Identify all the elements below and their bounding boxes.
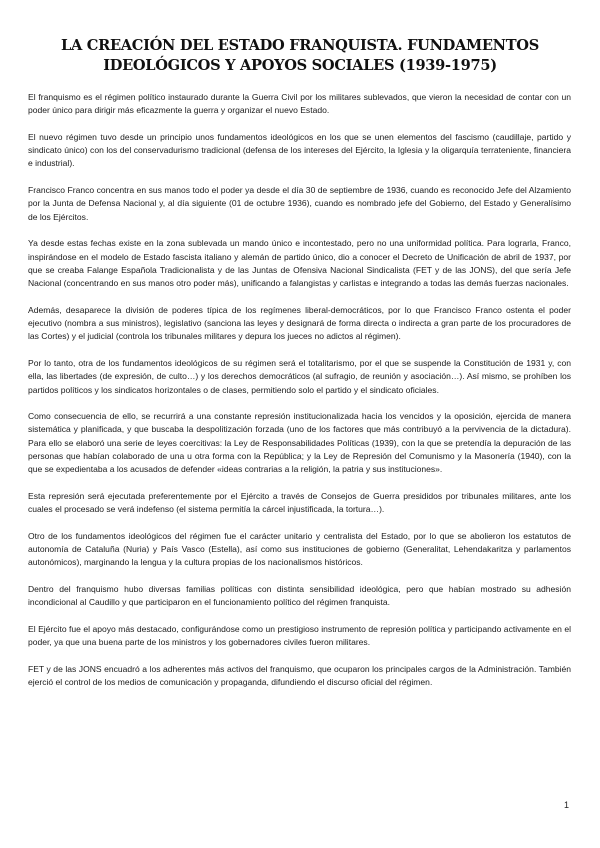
paragraph: Esta represión será ejecutada preferentemente por el Ejército a través de Consejos de Guerra presididos por tribunales militares, ante los cuales el procesado se verá indefenso (el sistema permitía la cárcel injustificada, la tortura…). — [28, 490, 571, 515]
paragraph: El Ejército fue el apoyo más destacado, configurándose como un prestigioso instrumento de represión política y participando activamente en el poder, ya que una buena parte de los ministros y los gobernadores civiles fueron militares. — [28, 623, 571, 648]
paragraph: FET y de las JONS encuadró a los adherentes más activos del franquismo, que ocuparon los principales cargos de la Administración. También ejerció el control de los medios de comunicación y propaganda, difundiendo el discurso oficial del régimen. — [28, 663, 571, 688]
document-body — [28, 91, 571, 703]
paragraph: Ya desde estas fechas existe en la zona sublevada un mando único e incontestado, pero no una uniformidad política. Para lograrla, Franco, inspirándose en el modelo de Estado fascista italiano y alemán de partido único, dio a conocer el Decreto de Unificación de abril de 1937, por que se creaba Falange Española Tradicionalista y de las Juntas de Ofensiva Nacional Sindicalista (FET y de las JONS), del que sería Jefe Nacional (concentrando en sus manos otro poder más), unificando a falangistas y carlistas e integrando a todas las demás fuerzas nacionales. — [28, 238, 571, 289]
paragraph: Por lo tanto, otra de los fundamentos ideológicos de su régimen será el totalitarismo, por el que se suspende la Constitución de 1931 y, con ella, las libertades (de expresión, de culto…) y los derechos democráticos (al sufragio, de reunión y asociación…). Así mismo, se prohíben los partidos políticos y los sindicatos horizontales o de clases, permitiendo solo el partido y el sindicato oficiales. — [28, 357, 571, 395]
paragraph: Como consecuencia de ello, se recurrirá a una constante represión institucionalizada hacia los vencidos y la oposición, ejercida de manera sistemática y planificada, y que buscaba la despolitización forzada (uno de los factores que más contribuyó a la pervivencia de la dictadura). Para ello se elaboró una serie de leyes coercitivas: la Ley de Responsabilidades Políticas (1939), con la que se pretendía la depuración de las personas que habían colaborado de una u otra forma con la República; y la Ley de Represión del Comunismo y la Masonería (1940), con la que se expedientaba a los acusados de defender «ideas contrarias a la religión, la patria y sus instituciones». — [28, 411, 571, 475]
paragraph: Otro de los fundamentos ideológicos del régimen fue el carácter unitario y centralista del Estado, por lo que se abolieron los estatutos de autonomía de Cataluña (Nuria) y País Vasco (Estella), así como sus instituciones de gobierno (Generalitat, Lehendakaritza y parlamentos autonómicos), marginando la lengua y la cultura propias de los nacionalismos históricos. — [28, 530, 571, 568]
paragraph: Francisco Franco concentra en sus manos todo el poder ya desde el día 30 de septiembre de 1936, cuando es reconocido Jefe del Alzamiento por la Junta de Defensa Nacional y, al día siguiente (01 de octubre 1936), cuando es nombrado jefe del Gobierno, del Estado y Generalísimo de los Ejércitos. — [28, 185, 571, 222]
paragraph: Además, desaparece la división de poderes típica de los regímenes liberal-democráticos, por lo que Francisco Franco ostenta el poder ejecutivo (nombra a sus ministros), legislativo (sanciona las leyes y designará de forma directa o indirecta a gran parte de los procuradores de las Cortes) y el judicial (controla los tribunales militares y depura los jueces no adictos al régimen). — [28, 304, 571, 342]
title-line-2: IDEOLÓGICOS Y APOYOS SOCIALES (1939-1975) — [103, 57, 497, 74]
paragraph: Dentro del franquismo hubo diversas familias políticas con distinta sensibilidad ideológica, pero que habían mostrado su adhesión incondicional al Caudillo y que participaron en el funcionamiento político del régimen franquista. — [28, 583, 571, 608]
document-title — [40, 36, 560, 76]
page-number: 1 — [563, 800, 569, 810]
paragraph: El franquismo es el régimen político instaurado durante la Guerra Civil por los militares sublevados, que vieron la necesidad de contar con un poder único para dirigir más eficazmente la guerra y organizar el nuevo Estado. — [28, 92, 571, 116]
title-line-1: LA CREACIÓN DEL ESTADO FRANQUISTA. FUNDAMENTOS — [61, 37, 539, 54]
paragraph: El nuevo régimen tuvo desde un principio unos fundamentos ideológicos en los que se unen elementos del fascismo (caudillaje, partido y sindicato único) con los del conservadurismo tradicional (defensa de los intereses del Ejército, la Iglesia y la oligarquía terrateniente, financiera e industrial). — [28, 131, 571, 169]
